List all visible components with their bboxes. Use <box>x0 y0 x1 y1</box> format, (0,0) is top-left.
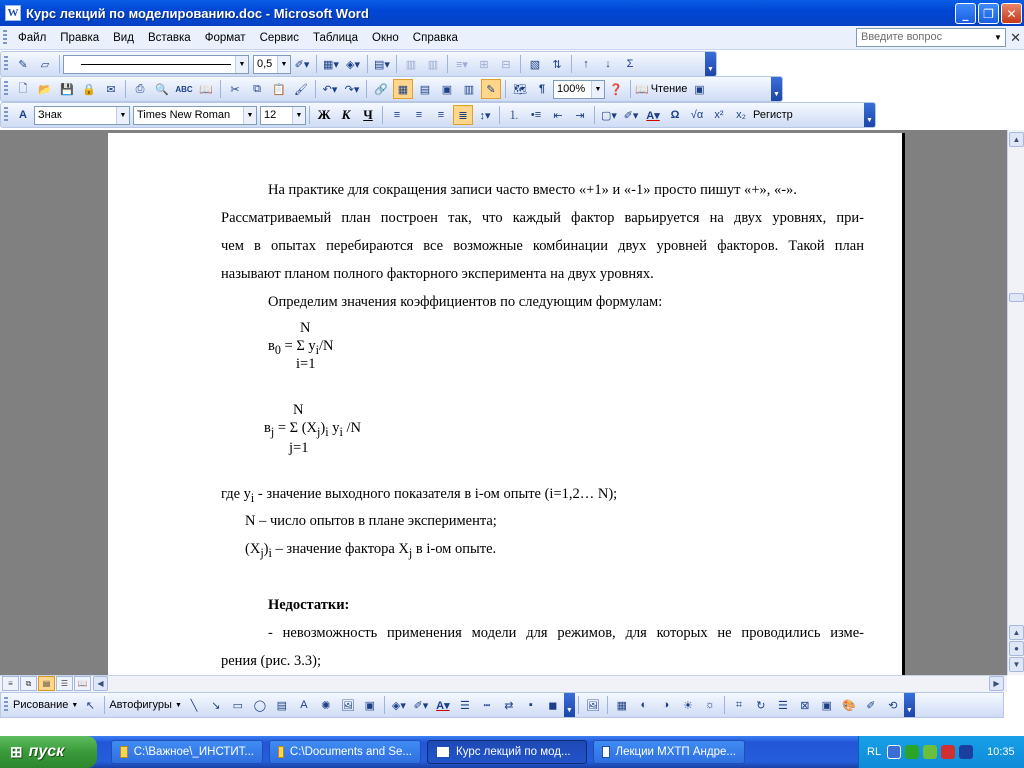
tables-borders-icon[interactable]: ▦ <box>393 79 413 99</box>
3d-style-icon[interactable]: ◼ <box>548 699 558 712</box>
align-right-icon[interactable]: ≡ <box>437 109 445 121</box>
align-center-icon[interactable]: ≡ <box>415 109 423 121</box>
border-color-icon[interactable]: ✐▾ <box>294 58 310 71</box>
fill-color-icon[interactable]: ◈▾ <box>391 699 406 712</box>
standard-toolbar <box>0 76 783 102</box>
menu-help[interactable]: Справка <box>412 31 458 44</box>
toolbar-options-icon[interactable]: ▼ <box>771 77 782 101</box>
folder-icon <box>278 746 284 758</box>
more-contrast-icon[interactable]: ◐ <box>640 699 648 711</box>
previous-page-icon[interactable]: ▲ <box>1009 625 1024 640</box>
text-box-icon[interactable]: ▤ <box>276 699 288 712</box>
text-wrapping-icon[interactable]: ▣ <box>821 699 833 712</box>
section-heading: Недостатки: <box>268 597 350 613</box>
formula2-top: N <box>293 402 304 418</box>
maximize-button[interactable]: ❐ <box>978 3 999 24</box>
menu-insert[interactable]: Вставка <box>147 31 191 44</box>
distribute-rows-icon[interactable]: ⊞ <box>479 58 489 71</box>
word-doc-icon <box>436 746 450 758</box>
read-icon: 📖 <box>635 83 649 96</box>
arrow-tray-icon[interactable] <box>887 745 901 759</box>
compress-pictures-icon[interactable]: ⊠ <box>800 699 810 712</box>
task-label: C:\Documents and Se... <box>289 746 412 758</box>
borders-icon[interactable]: ▦▾ <box>323 58 339 71</box>
vertical-scrollbar[interactable] <box>1007 130 1024 675</box>
permission-icon[interactable]: 🔒 <box>82 83 96 96</box>
scroll-up-icon[interactable]: ▲ <box>1009 132 1024 147</box>
cut-icon[interactable]: ✂ <box>230 83 240 96</box>
justify-icon[interactable]: ≣ <box>453 105 473 125</box>
font-color-icon[interactable]: A▾ <box>646 109 660 122</box>
scroll-thumb[interactable] <box>1009 293 1024 302</box>
chevron-down-icon: ▼ <box>71 701 79 709</box>
reading-view-icon[interactable]: 📖 <box>74 676 91 691</box>
menu-format[interactable]: Формат <box>204 31 246 44</box>
align-left-icon[interactable]: ≡ <box>393 109 401 121</box>
line-color-icon[interactable]: ✐▾ <box>413 699 429 712</box>
draw-menu-button[interactable] <box>13 695 78 715</box>
bluetooth-tray-icon[interactable] <box>959 745 973 759</box>
bullet1-line2: рения (рис. 3.3); <box>221 653 322 669</box>
dash-style-icon[interactable]: ┅ <box>483 699 491 712</box>
font-value: Times New Roman <box>137 109 231 121</box>
security-tray-icon[interactable] <box>941 745 955 759</box>
menu-grip[interactable] <box>3 30 7 46</box>
format-picture-icon[interactable]: 🎨 <box>842 699 856 712</box>
menu-tools[interactable]: Сервис <box>259 31 299 44</box>
paste-icon[interactable]: 📋 <box>272 83 286 96</box>
read-label: Чтение <box>650 83 688 95</box>
document-page[interactable] <box>108 133 904 675</box>
copy-icon[interactable]: ⧉ <box>253 82 261 95</box>
chevron-down-icon: ▼ <box>116 107 129 124</box>
formatting-toolbar <box>0 102 876 128</box>
underline-button[interactable]: Ч <box>363 107 373 122</box>
toolbar-options-icon[interactable]: ▼ <box>864 103 875 127</box>
toolbar-grip[interactable] <box>4 107 8 123</box>
sort-descending-icon[interactable]: ↓ <box>605 58 611 70</box>
distribute-columns-icon[interactable]: ⊟ <box>501 58 511 71</box>
windows-logo-icon: ⊞ <box>10 744 23 761</box>
system-tray <box>858 736 1024 768</box>
numbering-icon[interactable]: ⒈ <box>508 110 520 122</box>
normal-view-icon[interactable]: ≡ <box>2 676 19 691</box>
styles-formatting-icon[interactable]: A <box>19 109 27 121</box>
formula1-body: $в_0 = \Sigma$ $y_i/N$ <box>268 338 334 357</box>
formula1-bottom: i=1 <box>296 356 316 372</box>
task-word-course[interactable] <box>427 740 587 764</box>
line-style-icon[interactable]: ☰ <box>459 699 470 712</box>
ask-question-placeholder: Введите вопрос <box>861 31 943 43</box>
word-icon[interactable]: ▣ <box>694 83 705 96</box>
insert-table-icon[interactable]: ▤▾ <box>374 58 390 71</box>
word-app-icon[interactable]: W <box>5 5 21 21</box>
columns-icon[interactable]: ▥ <box>463 83 475 96</box>
draw-table-icon[interactable]: ✎ <box>18 58 28 71</box>
email-icon[interactable]: ✉ <box>106 83 116 96</box>
hyperlink-icon[interactable]: 🔗 <box>374 83 388 96</box>
task-folder-documents[interactable] <box>269 740 421 764</box>
font-select[interactable] <box>133 106 257 125</box>
italic-button[interactable]: К <box>341 107 351 122</box>
insert-excel-icon[interactable]: ▣ <box>441 83 453 96</box>
align-icon[interactable]: ≡▾ <box>456 58 468 71</box>
toolbar-grip[interactable] <box>4 56 8 72</box>
open-icon[interactable]: 📂 <box>38 83 52 96</box>
format-painter-icon[interactable]: 🖌 <box>294 83 308 96</box>
taskbar <box>0 736 1024 768</box>
toolbar-options-icon[interactable]: ▼ <box>904 693 915 717</box>
shadow-style-icon[interactable]: ▪ <box>528 699 533 711</box>
rectangle-icon[interactable]: ▭ <box>232 699 244 712</box>
draw-menu-label: Рисование <box>13 699 69 711</box>
formula1-top: N <box>300 320 311 336</box>
drawing-toolbar <box>0 692 1004 718</box>
chevron-down-icon: ▼ <box>174 701 182 709</box>
line-weight-select[interactable] <box>253 55 291 74</box>
select-browse-object-icon[interactable]: ● <box>1009 641 1024 656</box>
read-mode-button[interactable] <box>635 79 687 99</box>
redo-icon[interactable]: ↷▾ <box>344 83 360 96</box>
word-doc-icon <box>602 746 610 758</box>
chevron-down-icon: ▼ <box>277 56 290 73</box>
subscript-icon[interactable]: x₂ <box>736 109 746 121</box>
document-map-icon[interactable]: 🗺 <box>513 83 527 96</box>
menu-edit[interactable]: Правка <box>60 31 100 44</box>
wordart-icon[interactable]: A <box>300 699 308 711</box>
start-button[interactable] <box>0 736 97 768</box>
para1-line3: чем в опытах перебираются все возможные комбинации двух уровней факторов. Такой план <box>221 238 864 254</box>
page-edge <box>902 133 905 675</box>
highlight-icon[interactable]: ✐▾ <box>623 109 639 122</box>
decrease-indent-icon[interactable]: ⇤ <box>553 109 563 122</box>
minimize-button[interactable]: _ <box>955 3 976 24</box>
superscript-icon[interactable]: x² <box>714 109 724 121</box>
reset-picture-icon[interactable]: ⟲ <box>888 699 898 712</box>
horizontal-scrollbar[interactable] <box>0 675 1007 692</box>
menu-table[interactable]: Таблица <box>312 31 359 44</box>
toolbar-grip[interactable] <box>4 81 8 97</box>
eraser-icon[interactable]: ▱ <box>40 58 50 71</box>
shading-color-icon[interactable]: ◈▾ <box>346 58 360 71</box>
tables-borders-toolbar <box>0 51 717 77</box>
spelling-icon[interactable]: ABC <box>175 84 193 94</box>
select-objects-icon[interactable]: ↖ <box>85 699 95 712</box>
font-size-select[interactable] <box>260 106 306 125</box>
omega-symbol-icon[interactable]: Ω <box>670 109 680 121</box>
sort-ascending-icon[interactable]: ↑ <box>583 58 589 70</box>
network-tray-icon[interactable] <box>905 745 919 759</box>
language-indicator[interactable]: RL <box>867 746 882 758</box>
clock: 10:35 <box>987 746 1015 758</box>
new-document-icon[interactable]: 🗋 <box>18 82 28 95</box>
task-folder-important[interactable] <box>111 740 263 764</box>
merge-cells-icon[interactable]: ▥ <box>405 58 417 71</box>
chevron-down-icon: ▼ <box>235 56 248 73</box>
toolbar-options-icon[interactable]: ▼ <box>564 693 575 717</box>
scroll-left-icon[interactable]: ◀ <box>93 676 108 691</box>
style-select[interactable] <box>34 106 130 125</box>
autoshapes-label: Автофигуры <box>109 699 172 711</box>
close-button[interactable]: ✕ <box>1001 3 1022 24</box>
font-size-value: 12 <box>264 109 277 121</box>
text-direction-icon[interactable]: ⇅ <box>552 58 562 71</box>
antivirus-tray-icon[interactable] <box>923 745 937 759</box>
para1-line1: На практике для сокращения записи часто вместо «+1» и «-1» просто пишут «+», «-». <box>268 182 797 198</box>
bold-button[interactable]: Ж <box>317 107 331 122</box>
line-weight-value: 0,5 <box>257 58 273 70</box>
line-icon[interactable]: ╲ <box>190 699 198 712</box>
table-autoformat-icon[interactable]: ▧ <box>529 58 541 71</box>
show-hide-icon[interactable]: ¶ <box>538 83 546 95</box>
crop-icon[interactable]: ⌗ <box>735 698 742 711</box>
more-brightness-icon[interactable]: ☀ <box>682 699 693 712</box>
chevron-down-icon: ▼ <box>591 81 604 98</box>
set-transparent-icon[interactable]: ✐ <box>866 699 876 712</box>
chevron-down-icon: ▼ <box>292 107 305 124</box>
chevron-down-icon: ▼ <box>243 107 256 124</box>
zoom-select[interactable] <box>553 80 605 99</box>
folder-icon <box>120 746 128 758</box>
task-label: Лекции МХТП Андре... <box>615 746 736 758</box>
help-icon[interactable]: ❓ <box>609 83 623 96</box>
start-label: пуск <box>28 743 65 760</box>
title-bar <box>0 0 1024 26</box>
task-label: Курс лекций по мод... <box>456 746 571 758</box>
para1-line2: Рассматриваемый план построен так, что каждый фактор варьируется на двух уровнях, при- <box>221 210 864 226</box>
ask-dropdown-icon[interactable]: ▼ <box>991 29 1005 46</box>
menu-view[interactable]: Вид <box>113 31 134 44</box>
outside-border-icon[interactable]: ▢▾ <box>601 109 617 122</box>
window-title: Курс лекций по моделированию.doc - Microsoft Word <box>26 5 369 21</box>
picture-line-style-icon[interactable]: ☰ <box>777 699 788 712</box>
diagram-icon[interactable]: ✺ <box>321 699 331 712</box>
print-layout-icon[interactable]: ▤ <box>38 676 55 691</box>
save-icon[interactable]: 💾 <box>60 83 74 96</box>
image-color-icon[interactable]: ▦ <box>616 699 628 712</box>
line-style-select[interactable] <box>63 55 249 74</box>
x-line: $(X_j)_i$ – значение фактора $X_j$ в i-ом опыте. <box>245 541 497 560</box>
formula2-body: $в_j = \Sigma$ $(X_j)_i$ $y_i$ /N <box>264 420 361 439</box>
arrow-style-icon[interactable]: ⇄ <box>504 699 514 712</box>
font-color-icon[interactable]: A▾ <box>436 699 450 712</box>
line-style-sample <box>81 64 231 65</box>
print-icon[interactable]: ⎙ <box>135 82 145 95</box>
menu-file[interactable]: Файл <box>18 31 47 44</box>
research-icon[interactable]: 📖 <box>199 83 213 96</box>
clip-art-icon[interactable]: 🖼 <box>340 699 355 712</box>
task-word-lectures[interactable] <box>593 740 745 764</box>
insert-picture-icon[interactable]: 🖼 <box>585 699 600 712</box>
bullet1-line1: - невозможность применения модели для режимов, для которых не проводились изме- <box>268 625 864 641</box>
bullets-icon[interactable]: •≡ <box>530 109 542 121</box>
ask-question-input[interactable] <box>856 28 1006 47</box>
view-buttons <box>2 676 92 691</box>
toolbar-options-icon[interactable]: ▼ <box>705 52 716 76</box>
split-cells-icon[interactable]: ▥ <box>427 58 439 71</box>
formula2-bottom: j=1 <box>289 440 309 456</box>
document-close-icon[interactable]: ✕ <box>1010 30 1021 45</box>
less-contrast-icon[interactable]: ◑ <box>662 699 670 711</box>
para2: Определим значения коэффициентов по следующим формулам: <box>268 294 663 310</box>
line-spacing-icon[interactable]: ↕▾ <box>479 109 491 122</box>
print-preview-icon[interactable]: 🔍 <box>155 83 169 96</box>
zoom-value: 100% <box>557 83 586 95</box>
para1-line4: называют планом полного факторного эксперимента на двух уровнях. <box>221 266 654 282</box>
menu-window[interactable]: Окно <box>372 31 399 44</box>
outline-view-icon[interactable]: ☰ <box>56 676 73 691</box>
toolbar-grip[interactable] <box>4 697 8 713</box>
style-value: Знак <box>38 109 62 121</box>
web-view-icon[interactable]: ⧉ <box>20 676 37 691</box>
insert-picture-icon[interactable]: ▣ <box>364 699 376 712</box>
next-page-icon[interactable]: ▼ <box>1009 657 1024 672</box>
increase-indent-icon[interactable]: ⇥ <box>575 109 585 122</box>
insert-table-icon[interactable]: ▤ <box>419 83 431 96</box>
arrow-icon[interactable]: ↘ <box>211 699 221 712</box>
oval-icon[interactable]: ◯ <box>253 699 267 712</box>
scroll-right-icon[interactable]: ▶ <box>989 676 1004 691</box>
drawing-icon[interactable]: ✎ <box>481 79 501 99</box>
autosum-icon[interactable]: Σ <box>626 58 634 70</box>
equation-icon[interactable]: √α <box>690 109 704 121</box>
less-brightness-icon[interactable]: ☼ <box>704 699 715 711</box>
undo-icon[interactable]: ↶▾ <box>322 83 338 96</box>
autoshapes-button[interactable] <box>109 695 182 715</box>
task-label: C:\Важное\_ИНСТИТ... <box>133 746 254 758</box>
n-line: N – число опытов в плане эксперимента; <box>245 513 497 529</box>
where-line: где $y_i$ - значение выходного показателя в i-ом опыте (i=1,2… N); <box>221 486 618 505</box>
rotate-icon[interactable]: ↻ <box>756 699 766 712</box>
change-case-button[interactable]: Регистр <box>753 109 793 121</box>
